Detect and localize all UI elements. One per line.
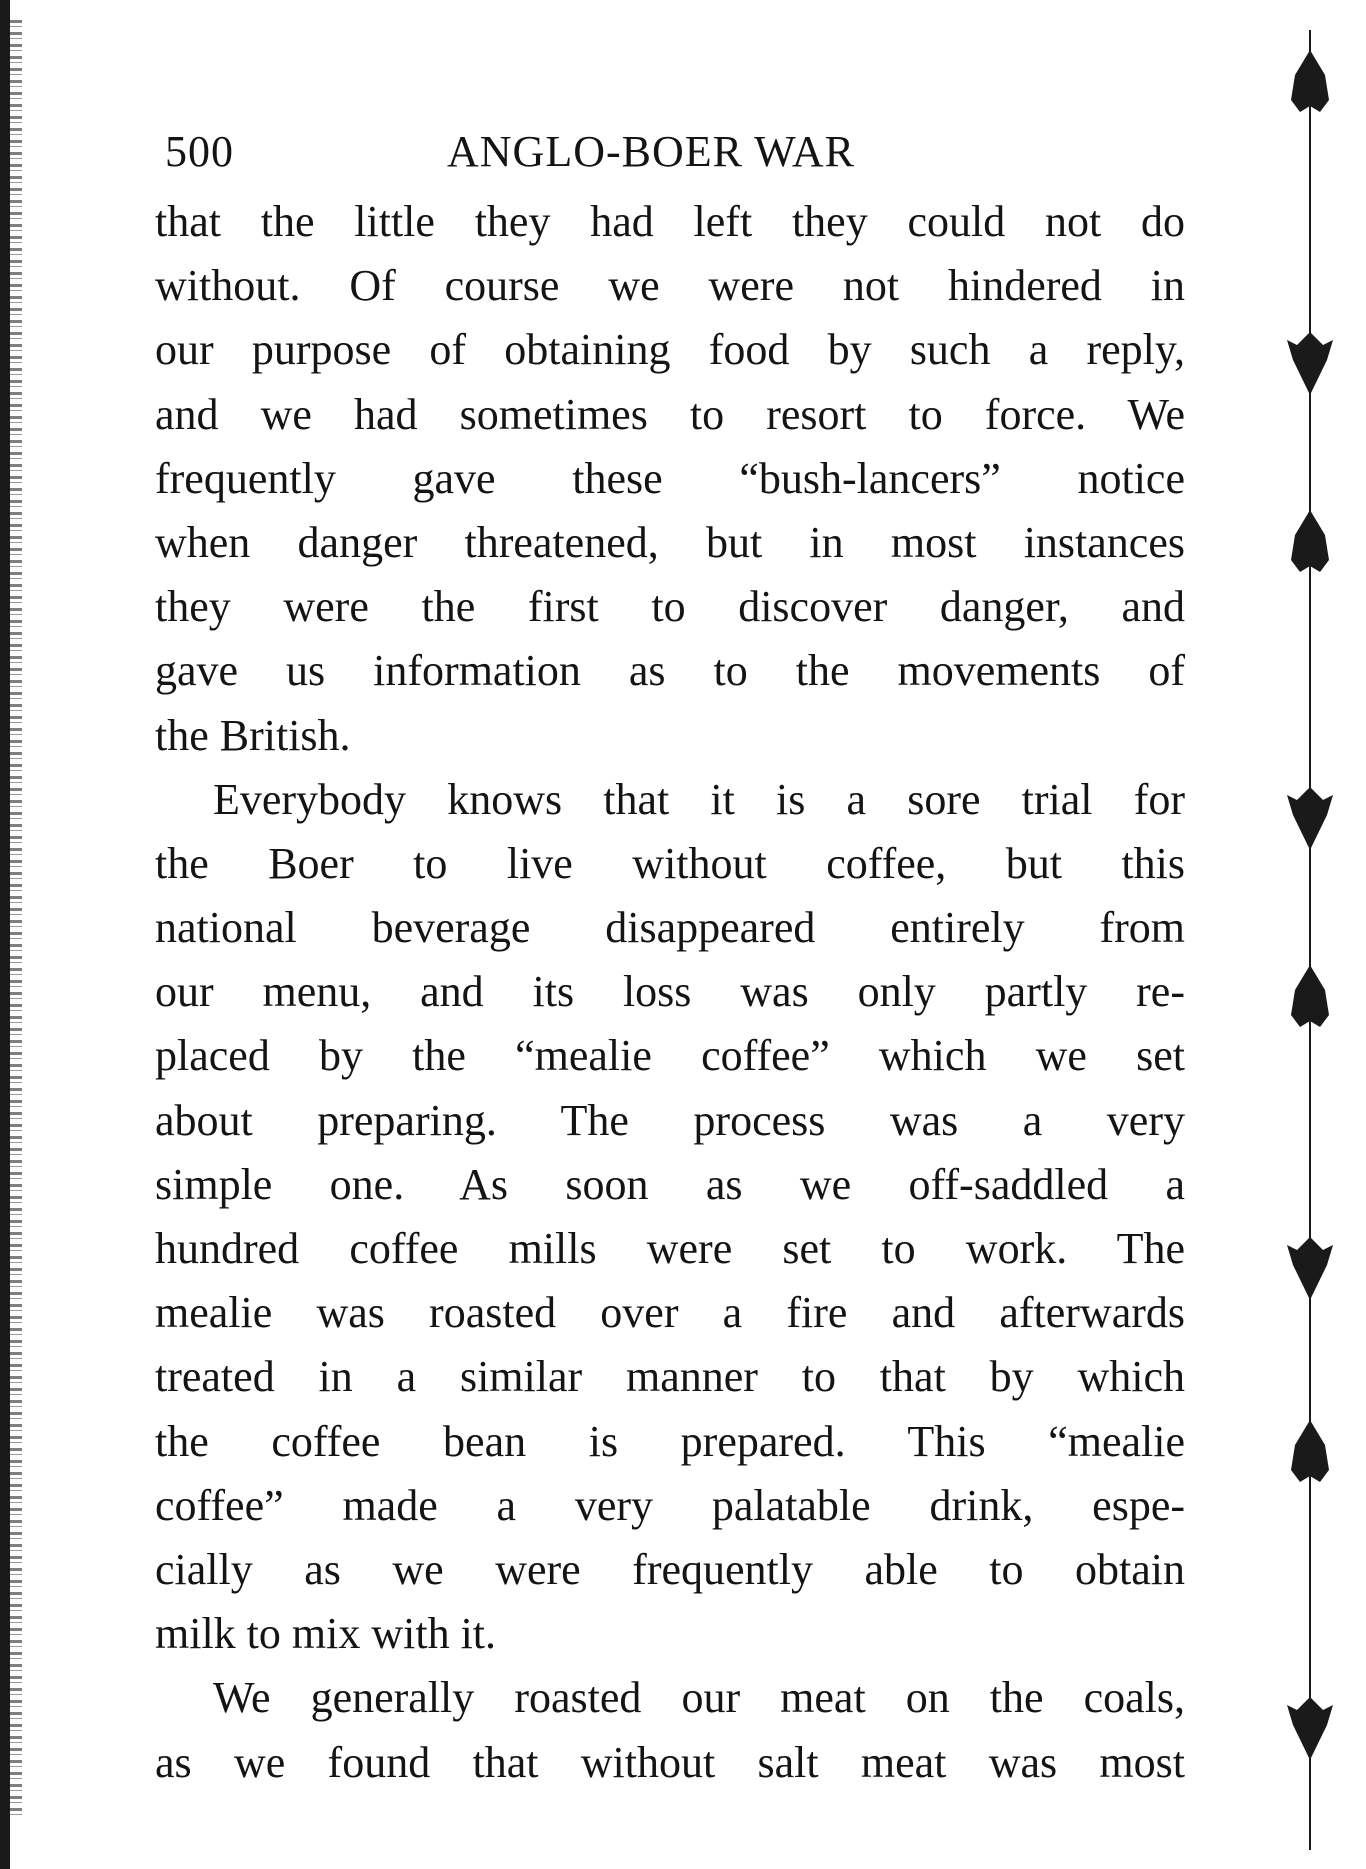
text-line: as we found that without salt meat was most (155, 1737, 1185, 1787)
text-line: our purpose of obtaining food by such a reply, (155, 325, 1185, 375)
text-line: milk to mix with it. (155, 1609, 497, 1659)
page-header (165, 122, 1185, 182)
text-line: coffee” made a very palatable drink, espe- (155, 1480, 1185, 1530)
text-line: We generally roasted our meat on the coals, (213, 1673, 1185, 1723)
text-line: the coffee bean is prepared. This “mealie (155, 1416, 1185, 1466)
text-line: Everybody knows that it is a sore trial for (213, 774, 1185, 824)
text-line: national beverage disappeared entirely from (155, 903, 1185, 953)
text-line: and we had sometimes to resort to force. We (155, 389, 1185, 439)
text-line: our menu, and its loss was only partly re- (155, 967, 1185, 1017)
text-line: frequently gave these “bush-lancers” notice (155, 453, 1185, 503)
decorative-border (1265, 0, 1355, 1869)
text-line: when danger threatened, but in most instances (155, 517, 1185, 567)
text-line: the British. (155, 710, 351, 760)
text-line: treated in a similar manner to that by which (155, 1352, 1185, 1402)
page-body-text (155, 190, 1185, 1795)
spine-page-edges (10, 20, 22, 1820)
text-line: they were the first to discover danger, and (155, 582, 1185, 632)
text-line: cially as we were frequently able to obtain (155, 1544, 1185, 1594)
text-line: about preparing. The process was a very (155, 1095, 1185, 1145)
text-line: that the little they had left they could not do (155, 197, 1185, 246)
page-number: 500 (165, 127, 234, 176)
text-line: without. Of course we were not hindered in (155, 261, 1185, 311)
spine-dark-edge (0, 0, 10, 1869)
text-line: simple one. As soon as we off-saddled a (155, 1159, 1185, 1209)
text-line: hundred coffee mills were set to work. The (155, 1224, 1185, 1273)
running-title: ANGLO-BOER WAR (447, 127, 855, 176)
fleur-chain-border-icon (1265, 0, 1355, 1869)
text-line: mealie was roasted over a fire and afterwards (155, 1288, 1185, 1338)
text-line: placed by the “mealie coffee” which we set (155, 1031, 1185, 1081)
book-spine-shadow (0, 0, 30, 1869)
text-line: the Boer to live without coffee, but this (155, 838, 1185, 888)
text-line: gave us information as to the movements of (155, 646, 1185, 696)
